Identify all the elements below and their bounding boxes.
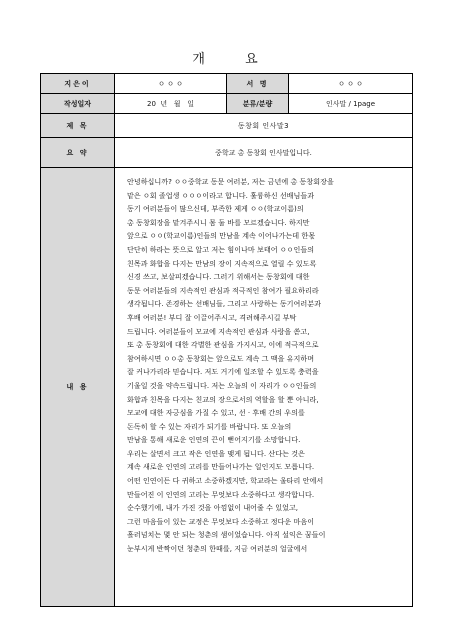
content-row xyxy=(41,168,413,607)
summary-label: 요 약 xyxy=(41,138,115,168)
content-line: 그런 마음들이 있는 교정은 무엇보다 소중하고 정다운 마음이 xyxy=(127,516,315,526)
content-body xyxy=(115,168,412,556)
content-line: 잘 커나가리라 믿습니다. 저도 거기에 일조할 수 있도록 충력을 xyxy=(127,367,319,377)
author-label: 지은이 xyxy=(41,74,115,94)
summary-row xyxy=(41,138,413,168)
content-line: 동기 여러분들이 많으신데, 부족한 제게 ㅇㅇ(학교이름)의 xyxy=(127,204,304,214)
content-line: 친목과 화합을 다지는 만남의 장이 지속적으로 열릴 수 있도록 xyxy=(127,258,317,268)
content-line: 순수했기에, 내가 가진 것을 아낌없이 내어줄 수 있었고, xyxy=(127,503,299,513)
date-value: 20 년 월 일 xyxy=(115,94,227,114)
content-line: 돈독히 할 수 있는 자리가 되기를 바랍니다. 또 오늘의 xyxy=(127,421,292,431)
content-line: 총 동창회장을 맡겨주시니 몸 둘 바를 모르겠습니다. 하지만 xyxy=(127,217,310,227)
category-value: 인사말 / 1page xyxy=(289,94,413,114)
content-line: 안녕하십니까? ㅇㅇ중학교 동문 여러분, 저는 금년에 총 동창회장을 xyxy=(127,177,334,186)
content-line: 드립니다. 여러분들이 모교에 지속적인 관심과 사랑을 쏟고, xyxy=(127,326,310,336)
content-line: 모교에 대한 자긍심을 가질 수 있고, 선 · 후배 간의 우의를 xyxy=(127,408,305,418)
content-cell xyxy=(115,168,413,607)
content-line: 후배 여러분! 부디 잘 이끌어주시고, 격려해주시길 부탁 xyxy=(127,312,297,322)
content-line: 우리는 살면서 크고 작은 인연을 맺게 됩니다. 산다는 것은 xyxy=(127,448,305,458)
content-line: 생각됩니다. 존경하는 선배님들, 그리고 사랑하는 동기여러분과 xyxy=(127,299,321,309)
content-line: 참여하시면 ㅇㅇ총 동창회는 앞으로도 계속 그 맥을 유지하며 xyxy=(127,353,315,363)
content-line: 맡은 ㅇ회 졸업생 ㅇㅇㅇ이라고 합니다. 훌륭하신 선배님들과 xyxy=(127,190,315,200)
content-line: 단단히 하라는 뜻으로 알고 저는 힘이나마 보태어 ㅇㅇ인들의 xyxy=(127,244,315,254)
author-value: ㅇ ㅇ ㅇ xyxy=(115,74,227,94)
signature-value: ㅇ ㅇ ㅇ xyxy=(289,74,413,94)
category-label: 분류/분량 xyxy=(227,94,289,114)
content-line: 눈부시게 반짝이던 청춘의 한때를, 지금 여러분의 얼굴에서 xyxy=(127,544,308,554)
summary-value: 중학교 총 동창회 인사말입니다. xyxy=(115,138,413,168)
content-line: 만들어진 이 인연의 고리는 무엇보다 소중하다고 생각합니다. xyxy=(127,489,315,499)
content-line: 앞으로 ㅇㅇ(학교이름)인들의 만남을 계속 이어나가는데 한몫 xyxy=(127,231,316,241)
content-line: 기울일 것을 약속드립니다. 저는 오늘의 이 자리가 ㅇㅇ인들의 xyxy=(127,380,317,390)
page-title: 개 요 xyxy=(192,52,276,67)
author-row xyxy=(41,74,413,94)
content-line: 신경 쓰고, 보살피겠습니다. 그러기 위해서는 동창회에 대한 xyxy=(127,272,310,282)
content-line: 어떤 인연이든 다 귀하고 소중하겠지만, 학교라는 울타리 안에서 xyxy=(127,476,324,486)
date-row xyxy=(41,94,413,114)
content-line: 만남을 통해 새로운 인연의 끈이 뻗어지기를 소망합니다. xyxy=(127,435,301,445)
content-line: 흘러넘치는 몇 안 되는 청춘의 샘이었습니다. 아직 설익은 꿈들이 xyxy=(127,530,326,540)
content-line: 또 총 동창회에 대한 각별한 관심을 가지시고, 이에 적극적으로 xyxy=(127,340,319,350)
date-label: 작성일자 xyxy=(41,94,115,114)
title-row xyxy=(41,114,413,138)
signature-label: 서 명 xyxy=(227,74,289,94)
content-line: 화합과 친목을 다지는 친교의 장으로서의 역할을 할 뿐 아니라, xyxy=(127,394,319,404)
content-line: 동문 여러분들의 지속적인 관심과 적극적인 참여가 필요하리라 xyxy=(127,285,319,295)
content-label: 내 용 xyxy=(41,168,115,607)
summary-form xyxy=(40,73,413,607)
content-line: 계속 새로운 인연의 고리를 만들어나가는 일인지도 모릅니다. xyxy=(127,462,315,472)
title-label: 제 목 xyxy=(41,114,115,138)
title-value: 동창회 인사말3 xyxy=(115,114,413,138)
